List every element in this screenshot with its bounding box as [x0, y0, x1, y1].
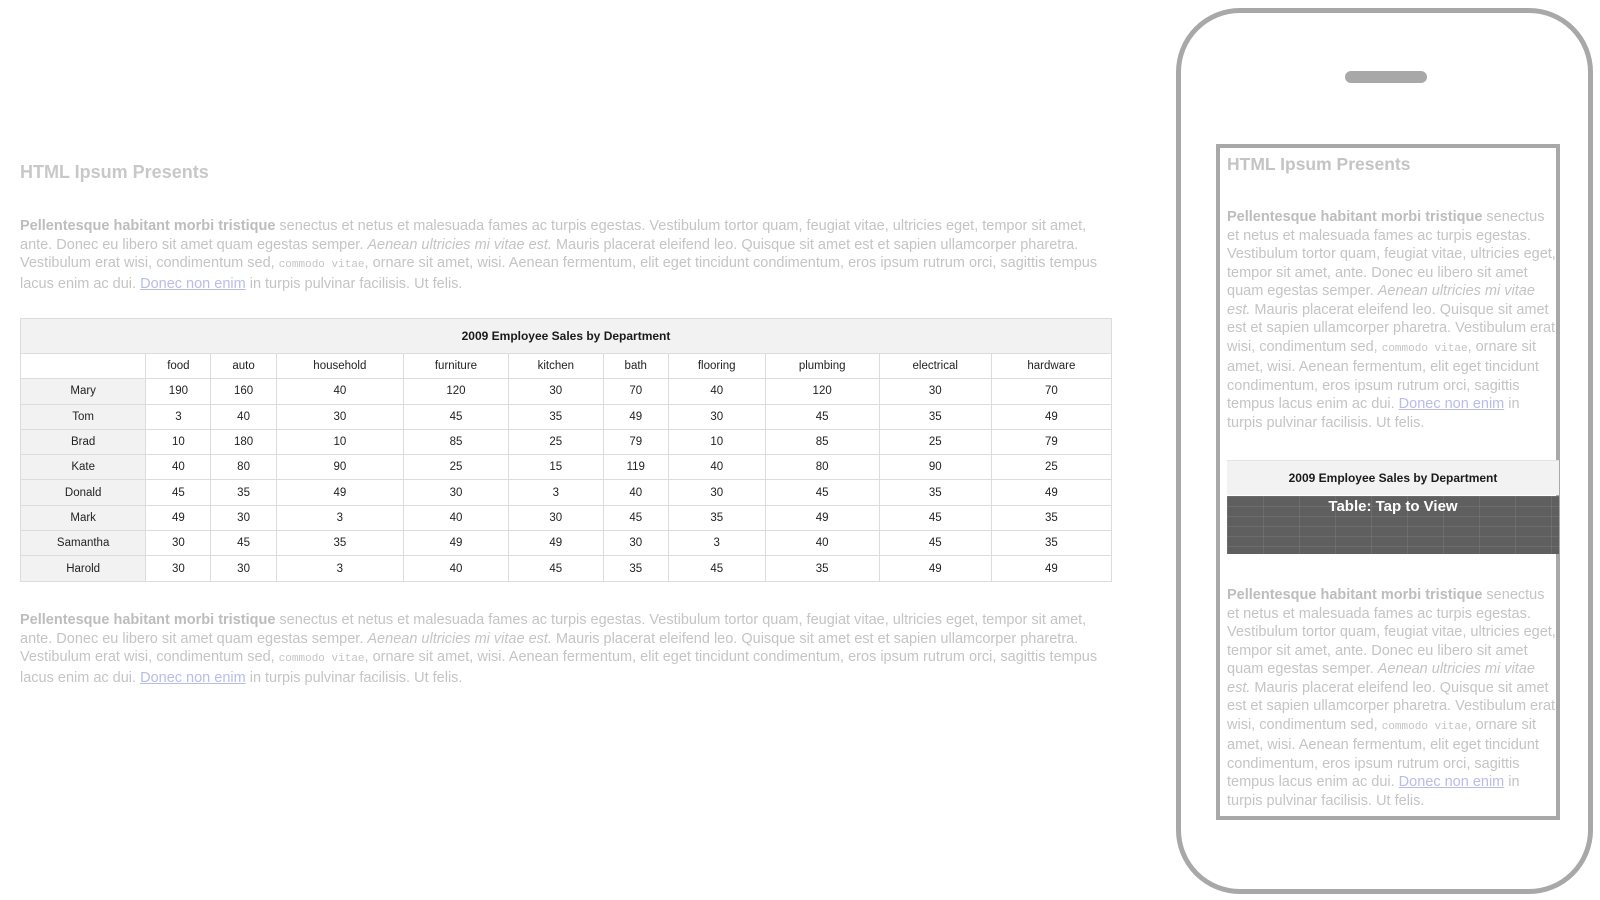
mobile-donec-link[interactable]: Donec non enim	[1398, 774, 1505, 790]
paragraph-text: in turpis pulvinar facilisis. Ut felis.	[1227, 396, 1520, 431]
paragraph-italic: Aenean ultricies mi vitae est.	[367, 236, 552, 253]
table-cell: 49	[879, 556, 991, 581]
column-header-plumbing: plumbing	[765, 354, 879, 379]
table-tap-overlay[interactable]	[1227, 496, 1559, 554]
table-cell: 49	[765, 505, 879, 530]
table-cell: 40	[668, 379, 765, 404]
table-cell: 30	[668, 404, 765, 429]
table-header-row	[21, 354, 1112, 379]
table-cell: 3	[668, 531, 765, 556]
table-cell: 120	[404, 379, 509, 404]
paragraph-bold: Pellentesque habitant morbi tristique	[20, 612, 276, 628]
mobile-donec-link[interactable]: Donec non enim	[1398, 396, 1505, 412]
column-header-bath: bath	[603, 354, 668, 379]
table-cell: 40	[765, 531, 879, 556]
paragraph-text: in turpis pulvinar facilisis. Ut felis.	[245, 669, 463, 686]
sales-table	[20, 318, 1112, 582]
paragraph-text: Mauris placerat eleifend leo. Quisque sit amet est et sapien ullamcorper pharetra. Vestibulum erat wisi, condimentum sed,	[20, 630, 1079, 665]
paragraph-bold: Pellentesque habitant morbi tristique	[20, 218, 276, 234]
paragraph-text: senectus et netus et malesuada fames ac turpis egestas. Vestibulum tortor quam, feugiat vitae, ultricies eget, tempor sit amet, ante. Donec eu libero sit amet quam egestas semper.	[1227, 587, 1556, 677]
table-cell: 45	[211, 531, 276, 556]
column-header-food: food	[146, 354, 211, 379]
table-cell: 35	[991, 531, 1111, 556]
table-cell: 10	[668, 429, 765, 454]
table-cell: 45	[879, 505, 991, 530]
table-row	[21, 455, 1112, 480]
corner-cell	[21, 354, 146, 379]
table-caption: 2009 Employee Sales by Department	[20, 318, 1112, 353]
row-header: Donald	[21, 480, 146, 505]
table-row	[21, 429, 1112, 454]
table-cell: 190	[146, 379, 211, 404]
table-cell: 30	[211, 505, 276, 530]
paragraph-text: in turpis pulvinar facilisis. Ut felis.	[1227, 774, 1520, 809]
table-cell: 40	[404, 556, 509, 581]
table-cell: 30	[508, 379, 603, 404]
table-cell: 35	[991, 505, 1111, 530]
phone-screen[interactable]	[1216, 144, 1560, 820]
mobile-outro-paragraph	[1227, 586, 1559, 809]
table-cell: 45	[879, 531, 991, 556]
table-cell: 85	[404, 429, 509, 454]
intro-paragraph	[20, 217, 1112, 293]
table-cell: 10	[276, 429, 403, 454]
paragraph-code: commodo vitae	[278, 653, 365, 665]
paragraph-code: commodo vitae	[1381, 342, 1468, 355]
paragraph-bold: Pellentesque habitant morbi tristique	[1227, 587, 1483, 603]
tap-to-view-label: Table: Tap to View	[1328, 498, 1458, 515]
table-cell: 35	[668, 505, 765, 530]
paragraph-text: Mauris placerat eleifend leo. Quisque sit amet est et sapien ullamcorper pharetra. Vestibulum erat wisi, condimentum sed,	[1227, 679, 1556, 733]
paragraph-code: commodo vitae	[278, 259, 365, 271]
table-cell: 35	[879, 480, 991, 505]
paragraph-text: , ornare sit amet, wisi. Aenean fermentum, elit eget tincidunt condimentum, eros ipsum rutrum orci, sagittis tempus lacus enim ac dui.	[20, 649, 1098, 686]
table-body	[21, 379, 1112, 581]
column-header-household: household	[276, 354, 403, 379]
table-cell: 119	[603, 455, 668, 480]
table-cell: 30	[276, 404, 403, 429]
table-cell: 40	[211, 404, 276, 429]
table-cell: 30	[603, 531, 668, 556]
paragraph-italic: Aenean ultricies mi vitae est.	[1227, 661, 1535, 696]
table-cell: 45	[765, 404, 879, 429]
donec-link[interactable]: Donec non enim	[140, 275, 246, 292]
row-header: Harold	[21, 556, 146, 581]
table-cell: 70	[603, 379, 668, 404]
donec-link[interactable]: Donec non enim	[140, 669, 246, 686]
row-header: Samantha	[21, 531, 146, 556]
paragraph-italic: Aenean ultricies mi vitae est.	[367, 630, 552, 647]
column-header-hardware: hardware	[991, 354, 1111, 379]
paragraph-text: Mauris placerat eleifend leo. Quisque sit amet est et sapien ullamcorper pharetra. Vestibulum erat wisi, condimentum sed,	[20, 236, 1079, 271]
table-row	[21, 480, 1112, 505]
table-cell: 80	[211, 455, 276, 480]
paragraph-text: senectus et netus et malesuada fames ac turpis egestas. Vestibulum tortor quam, feugiat vitae, ultricies eget, tempor sit amet, ante. Donec eu libero sit amet quam egestas semper.	[1227, 209, 1556, 299]
row-header: Mark	[21, 505, 146, 530]
table-cell: 49	[603, 404, 668, 429]
column-header-kitchen: kitchen	[508, 354, 603, 379]
paragraph-italic: Aenean ultricies mi vitae est.	[1227, 283, 1535, 318]
table-cell: 35	[765, 556, 879, 581]
paragraph-text: in turpis pulvinar facilisis. Ut felis.	[245, 275, 463, 292]
row-header: Tom	[21, 404, 146, 429]
table-cell: 90	[879, 455, 991, 480]
table-cell: 30	[508, 505, 603, 530]
table-cell: 70	[991, 379, 1111, 404]
table-cell: 45	[508, 556, 603, 581]
column-header-electrical: electrical	[879, 354, 991, 379]
row-header: Kate	[21, 455, 146, 480]
table-cell: 40	[603, 480, 668, 505]
table-cell: 15	[508, 455, 603, 480]
phone-speaker	[1345, 71, 1427, 83]
table-cell: 80	[765, 455, 879, 480]
paragraph-bold: Pellentesque habitant morbi tristique	[1227, 209, 1483, 225]
table-cell: 40	[668, 455, 765, 480]
table-cell: 49	[508, 531, 603, 556]
table-cell: 120	[765, 379, 879, 404]
table-cell: 90	[276, 455, 403, 480]
table-cell: 40	[404, 505, 509, 530]
table-cell: 35	[879, 404, 991, 429]
mobile-page-title: HTML Ipsum Presents	[1227, 154, 1411, 174]
table-cell: 25	[404, 455, 509, 480]
table-cell: 45	[404, 404, 509, 429]
paragraph-text: , ornare sit amet, wisi. Aenean fermentum, elit eget tincidunt condimentum, eros ipsum rutrum orci, sagittis tempus lacus enim ac dui.	[1227, 716, 1539, 790]
table-cell: 160	[211, 379, 276, 404]
table-cell: 40	[276, 379, 403, 404]
table-cell: 35	[211, 480, 276, 505]
table-cell: 30	[146, 556, 211, 581]
table-cell: 40	[146, 455, 211, 480]
paragraph-code: commodo vitae	[1381, 720, 1468, 733]
table-cell: 180	[211, 429, 276, 454]
column-header-furniture: furniture	[404, 354, 509, 379]
table-cell: 30	[211, 556, 276, 581]
paragraph-text: senectus et netus et malesuada fames ac turpis egestas. Vestibulum tortor quam, feugiat vitae, ultricies eget, tempor sit amet, ante. Donec eu libero sit amet quam egestas semper.	[20, 612, 1087, 647]
table-cell: 25	[508, 429, 603, 454]
table-cell: 30	[668, 480, 765, 505]
table-cell: 85	[765, 429, 879, 454]
paragraph-text: , ornare sit amet, wisi. Aenean fermentum, elit eget tincidunt condimentum, eros ipsum rutrum orci, sagittis tempus lacus enim ac dui.	[1227, 338, 1539, 412]
table-cell: 49	[991, 556, 1111, 581]
table-cell: 49	[991, 404, 1111, 429]
column-header-auto: auto	[211, 354, 276, 379]
table-cell: 49	[991, 480, 1111, 505]
table-cell: 3	[276, 556, 403, 581]
column-header-flooring: flooring	[668, 354, 765, 379]
paragraph-text: Mauris placerat eleifend leo. Quisque sit amet est et sapien ullamcorper pharetra. Vestibulum erat wisi, condimentum sed,	[1227, 301, 1556, 355]
table-cell: 30	[879, 379, 991, 404]
table-cell: 79	[603, 429, 668, 454]
table-cell: 49	[404, 531, 509, 556]
table-cell: 10	[146, 429, 211, 454]
outro-paragraph	[20, 611, 1112, 687]
table-cell: 3	[508, 480, 603, 505]
table-row	[21, 404, 1112, 429]
row-header: Brad	[21, 429, 146, 454]
table-row	[21, 556, 1112, 581]
paragraph-text: , ornare sit amet, wisi. Aenean fermentum, elit eget tincidunt condimentum, eros ipsum rutrum orci, sagittis tempus lacus enim ac dui.	[20, 255, 1098, 292]
table-cell: 49	[146, 505, 211, 530]
table-cell: 49	[276, 480, 403, 505]
table-cell: 25	[991, 455, 1111, 480]
table-cell: 30	[146, 531, 211, 556]
table-cell: 79	[991, 429, 1111, 454]
mobile-table-caption: 2009 Employee Sales by Department	[1227, 460, 1559, 495]
table-cell: 30	[404, 480, 509, 505]
page-title: HTML Ipsum Presents	[20, 162, 209, 182]
table-cell: 45	[765, 480, 879, 505]
paragraph-text: senectus et netus et malesuada fames ac turpis egestas. Vestibulum tortor quam, feugiat vitae, ultricies eget, tempor sit amet, ante. Donec eu libero sit amet quam egestas semper.	[20, 218, 1087, 253]
table-cell: 45	[668, 556, 765, 581]
table-row	[21, 505, 1112, 530]
table-cell: 25	[879, 429, 991, 454]
table-cell: 45	[146, 480, 211, 505]
table-cell: 35	[276, 531, 403, 556]
table-cell: 35	[603, 556, 668, 581]
table-cell: 3	[146, 404, 211, 429]
table-cell: 3	[276, 505, 403, 530]
table-cell: 35	[508, 404, 603, 429]
table-row	[21, 379, 1112, 404]
row-header: Mary	[21, 379, 146, 404]
table-cell: 45	[603, 505, 668, 530]
table-row	[21, 531, 1112, 556]
mobile-intro-paragraph	[1227, 208, 1559, 432]
